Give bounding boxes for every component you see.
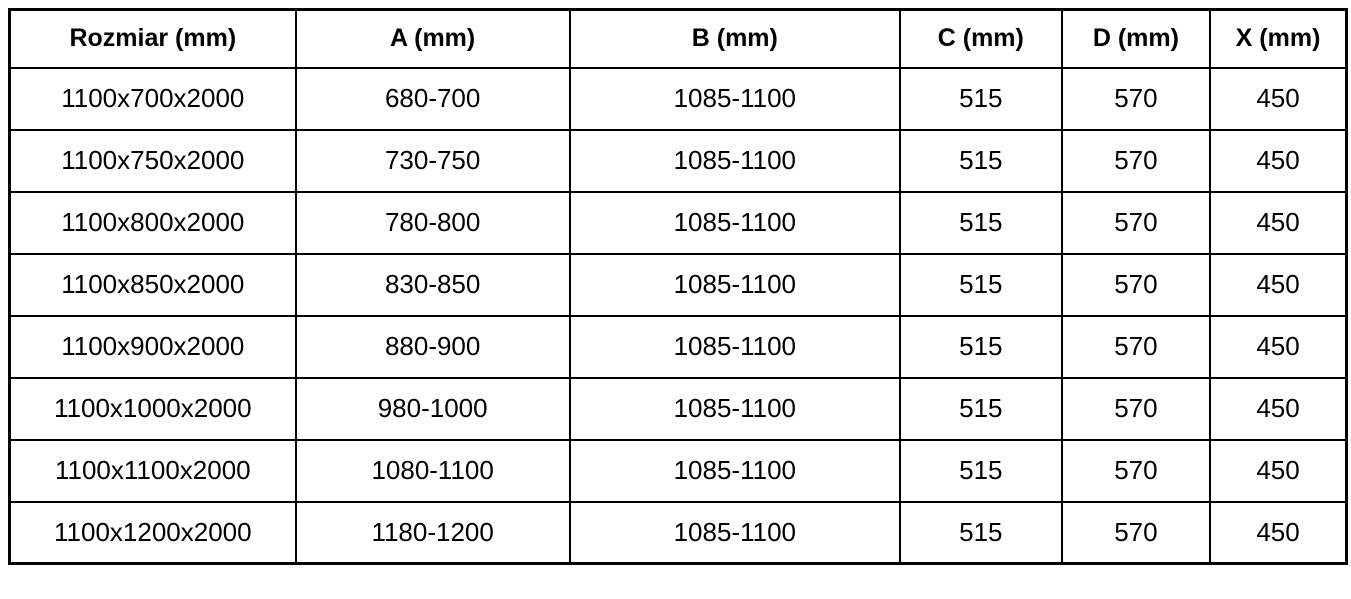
column-header-rozmiar: Rozmiar (mm) [10, 10, 296, 68]
table-cell: 515 [900, 192, 1062, 254]
table-row [10, 440, 1347, 502]
table-cell: 515 [900, 254, 1062, 316]
table-cell: 1085-1100 [570, 68, 900, 130]
table-cell: 1080-1100 [296, 440, 570, 502]
table-cell: 880-900 [296, 316, 570, 378]
table-cell: 980-1000 [296, 378, 570, 440]
table-cell: 1085-1100 [570, 502, 900, 564]
table-row [10, 130, 1347, 192]
table-cell: 570 [1062, 502, 1210, 564]
table-cell: 570 [1062, 68, 1210, 130]
table-cell: 515 [900, 440, 1062, 502]
table-cell: 680-700 [296, 68, 570, 130]
column-header-c: C (mm) [900, 10, 1062, 68]
table-cell: 1085-1100 [570, 440, 900, 502]
column-header-a: A (mm) [296, 10, 570, 68]
table-cell: 570 [1062, 316, 1210, 378]
table-cell: 570 [1062, 440, 1210, 502]
column-header-d: D (mm) [1062, 10, 1210, 68]
table-cell: 570 [1062, 130, 1210, 192]
table-cell: 515 [900, 130, 1062, 192]
table-cell: 1085-1100 [570, 192, 900, 254]
table-cell: 1100x1200x2000 [10, 502, 296, 564]
column-header-b: B (mm) [570, 10, 900, 68]
table-cell: 1085-1100 [570, 254, 900, 316]
table-cell: 1100x850x2000 [10, 254, 296, 316]
table-cell: 515 [900, 502, 1062, 564]
table-cell: 730-750 [296, 130, 570, 192]
table-cell: 1100x750x2000 [10, 130, 296, 192]
table-cell: 1100x700x2000 [10, 68, 296, 130]
table-row [10, 254, 1347, 316]
table-cell: 450 [1210, 192, 1346, 254]
table-cell: 450 [1210, 502, 1346, 564]
size-spec-table [8, 8, 1348, 565]
table-cell: 450 [1210, 378, 1346, 440]
table-cell: 1100x1000x2000 [10, 378, 296, 440]
table-row [10, 502, 1347, 564]
table-header [10, 10, 1347, 68]
table-cell: 450 [1210, 68, 1346, 130]
table-cell: 830-850 [296, 254, 570, 316]
table-cell: 515 [900, 378, 1062, 440]
table-cell: 570 [1062, 192, 1210, 254]
table-cell: 1085-1100 [570, 378, 900, 440]
table-row [10, 316, 1347, 378]
table-cell: 515 [900, 68, 1062, 130]
table-cell: 1100x1100x2000 [10, 440, 296, 502]
table-cell: 1085-1100 [570, 130, 900, 192]
column-header-x: X (mm) [1210, 10, 1346, 68]
table-row [10, 68, 1347, 130]
table-cell: 450 [1210, 316, 1346, 378]
table-cell: 570 [1062, 254, 1210, 316]
table-cell: 780-800 [296, 192, 570, 254]
table-cell: 1085-1100 [570, 316, 900, 378]
header-row [10, 10, 1347, 68]
table-cell: 450 [1210, 254, 1346, 316]
table-cell: 450 [1210, 440, 1346, 502]
table-cell: 1180-1200 [296, 502, 570, 564]
table-cell: 515 [900, 316, 1062, 378]
table-row [10, 192, 1347, 254]
table-cell: 570 [1062, 378, 1210, 440]
table-row [10, 378, 1347, 440]
table-cell: 1100x800x2000 [10, 192, 296, 254]
table-body [10, 68, 1347, 564]
table-cell: 1100x900x2000 [10, 316, 296, 378]
table-cell: 450 [1210, 130, 1346, 192]
